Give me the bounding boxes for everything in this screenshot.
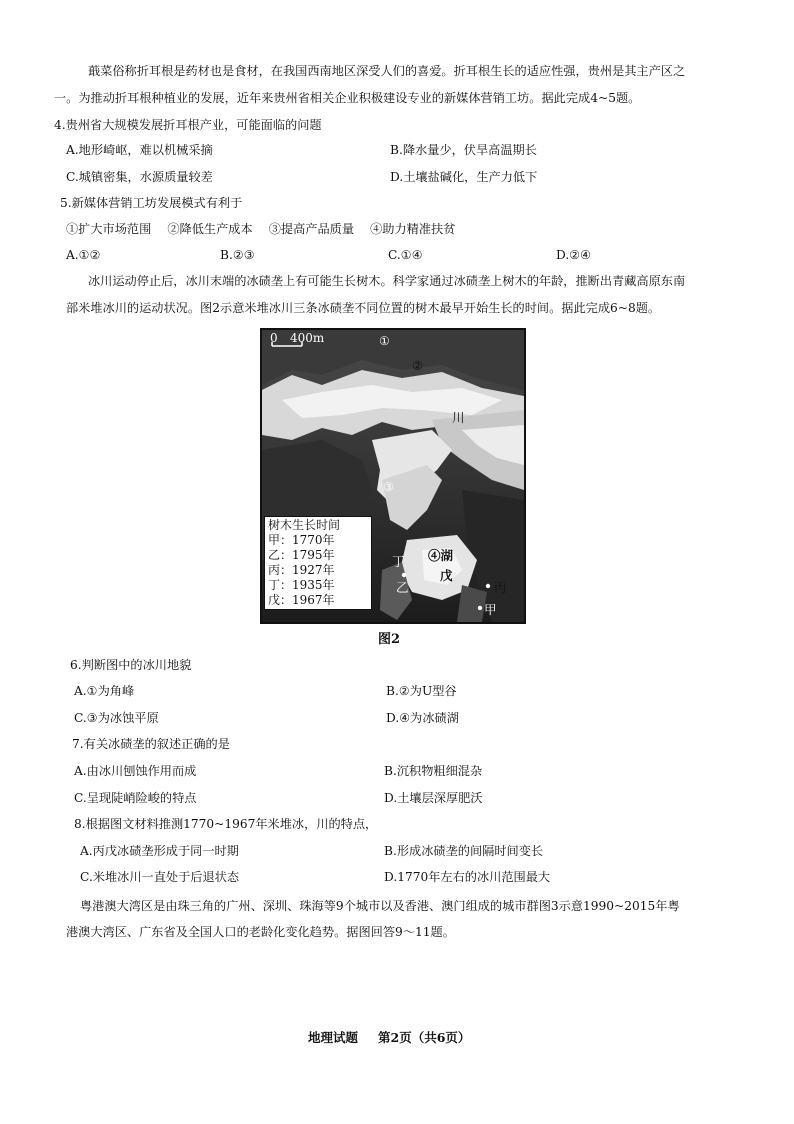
question-6-option-c[interactable]: C.③为冰蚀平原 <box>74 711 159 725</box>
question-6-option-d[interactable]: D.④为冰碛湖 <box>386 711 459 725</box>
question-6-option-b[interactable]: B.②为U型谷 <box>386 684 457 698</box>
question-6-option-a[interactable]: A.①为角峰 <box>74 684 135 698</box>
question-7-option-a[interactable]: A.由冰川刨蚀作用而成 <box>74 764 197 778</box>
intro-paragraph-3-line-1: 粤港澳大湾区是由珠三角的广州、深圳、珠海等9个城市以及香港、澳门组成的城市群图3示意1990~2015年粤 <box>80 899 680 913</box>
scale-distance-label: 400m <box>290 331 325 345</box>
legend-item-ding: 丁：1935年 <box>268 578 335 592</box>
point-jia-label: 甲 <box>484 602 497 617</box>
intro-paragraph-1-line-1: 蕺菜俗称折耳根是药材也是食材，在我国西南地区深受人们的喜爱。折耳根生长的适应性强，贵州是其主产区之 <box>88 64 686 78</box>
intro-paragraph-1-line-2: 一。为推动折耳根种植业的发展，近年来贵州省相关企业积极建设专业的新媒体营销工坊。据此完成4~5题。 <box>54 91 641 105</box>
question-4-stem: 4.贵州省大规模发展折耳根产业，可能面临的问题 <box>54 118 322 132</box>
legend-item-wu: 戊：1967年 <box>268 593 335 607</box>
question-4-option-c[interactable]: C.城镇密集，水源质量较差 <box>66 170 213 184</box>
question-6-stem: 6.判断图中的冰川地貌 <box>70 658 192 672</box>
legend-item-jia: 甲：1770年 <box>268 533 335 547</box>
question-4-option-b[interactable]: B.降水量少，伏旱高温期长 <box>390 143 537 157</box>
scale-zero-label: 0 <box>270 331 278 345</box>
tree-growth-legend <box>264 516 372 610</box>
intro-paragraph-3-line-2: 港澳大湾区、广东省及全国人口的老龄化变化趋势。据图回答9～11题。 <box>66 925 455 939</box>
site-marker-1: ① <box>379 334 390 348</box>
footer-page-number: 第2页（共6页） <box>378 1030 471 1045</box>
intro-paragraph-2-line-1: 冰川运动停止后，冰川末端的冰碛垄上有可能生长树木。科学家通过冰碛垄上树木的年龄，推断出青藏高原东南 <box>88 274 686 288</box>
lake-marker-4: ④湖 <box>428 548 454 563</box>
question-7-option-b[interactable]: B.沉积物粗细混杂 <box>384 764 483 778</box>
question-8-option-c[interactable]: C.米堆冰川一直处于后退状态 <box>80 870 240 884</box>
question-5-option-d[interactable]: D.②④ <box>556 248 592 262</box>
question-7-option-d[interactable]: D.土壤层深厚肥沃 <box>384 791 483 805</box>
site-marker-3: ③ <box>383 480 394 494</box>
point-bing-label: 丙 <box>494 580 507 595</box>
point-wu-label: 戊 <box>440 568 453 583</box>
question-4-option-d[interactable]: D.土壤盐碱化，生产力低下 <box>390 170 538 184</box>
legend-title: 树木生长时间 <box>268 518 341 532</box>
glacier-photo-figure <box>260 328 526 624</box>
intro-paragraph-2-line-2: 部米堆冰川的运动状况。图2示意米堆冰川三条冰碛垄不同位置的树木最早开始生长的时间。据此完成6~8题。 <box>66 301 661 315</box>
figure-caption: 图2 <box>378 632 401 647</box>
page-footer <box>308 1028 490 1046</box>
question-8-option-a[interactable]: A.丙戊冰碛垄形成于同一时期 <box>80 844 239 858</box>
question-5-option-a[interactable]: A.①② <box>66 248 101 262</box>
legend-item-bing: 丙：1927年 <box>268 563 335 577</box>
chuan-label: 川 <box>452 410 465 425</box>
question-7-stem: 7.有关冰碛垄的叙述正确的是 <box>72 737 230 751</box>
question-7-option-c[interactable]: C.呈现陡峭险峻的特点 <box>74 791 197 805</box>
question-8-option-b[interactable]: B.形成冰碛垄的间隔时间变长 <box>384 844 544 858</box>
site-marker-2: ② <box>412 358 424 373</box>
question-5-option-c[interactable]: C.①④ <box>388 248 423 262</box>
footer-subject: 地理试题 <box>308 1030 359 1045</box>
question-5-items: ①扩大市场范围 ②降低生产成本 ③提高产品质量 ④助力精准扶贫 <box>66 222 456 236</box>
question-5-stem: 5.新媒体营销工坊发展模式有利于 <box>60 196 243 210</box>
question-5-option-b[interactable]: B.②③ <box>220 248 255 262</box>
question-8-stem: 8.根据图文材料推测1770~1967年米堆冰，川的特点， <box>74 817 378 831</box>
question-4-option-a[interactable]: A.地形崎岖，难以机械采摘 <box>66 143 213 157</box>
legend-item-yi: 乙：1795年 <box>268 548 335 562</box>
point-ding-label: 丁 <box>392 554 405 569</box>
question-8-option-d[interactable]: D.1770年左右的冰川范围最大 <box>384 870 551 884</box>
point-yi-label: 乙 <box>396 580 409 595</box>
